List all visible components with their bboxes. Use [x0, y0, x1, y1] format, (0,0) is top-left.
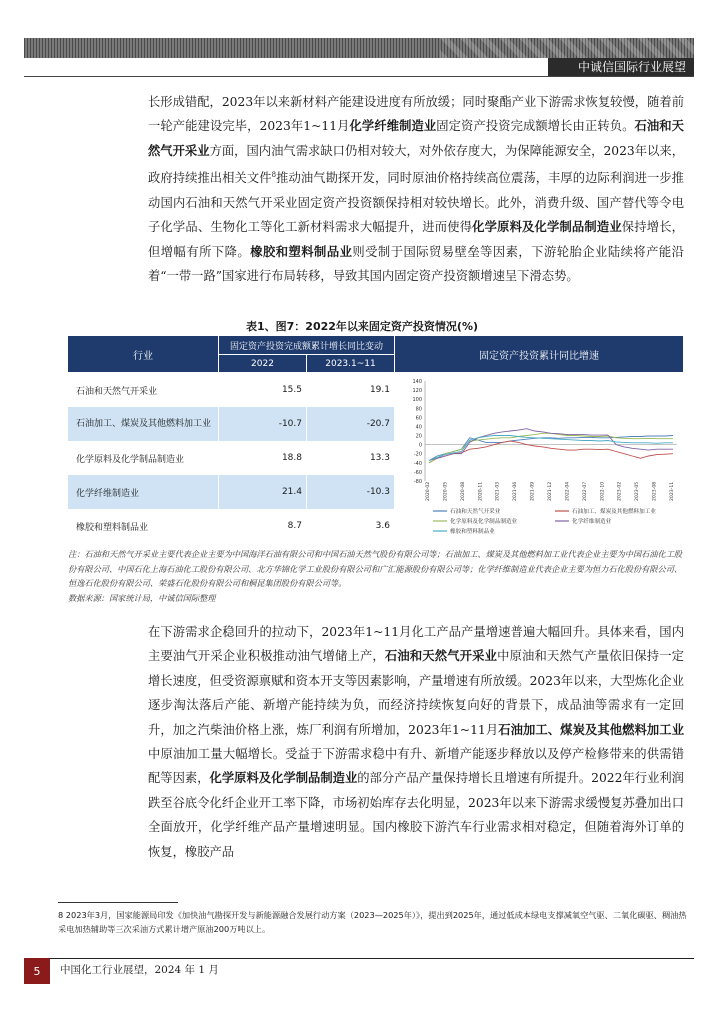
- paragraph-1: 长形成错配，2023年以来新材料产能建设进度有所放缓；同时聚酯产业下游需求恢复较慢，随着前一轮产能建设完毕，2023年1~11月化学纤维制造业固定资产投资完成额增长由正转负。石油和天然气开采业方面，国内油气需求缺口仍相对较大，对外依存度大，为保障能源安全，2023年以来，政府持续推出相关文件$^8$推动油气勘探开发，同时原油价格持续高位震荡，丰厚的边际利润进一步推动国内石油和天然气开采业固定资产投资额保持相对较快增长。此外，消费升级、国产替代等令电子化学品、生物化工等化工新材料需求大幅提升，进而使得化学原料及化学制品制造业保持增长，但增幅有所下降。橡胶和塑料制品业则受制于国际贸易壁垒等因素，下游轮胎企业陆续将产能沿着“一带一路”国家进行布局转移，导致其国内固定资产投资额增速呈下滑态势。: [148, 95, 684, 283]
- header-rule: [24, 76, 694, 77]
- x-tick-label: 2021-09: [530, 481, 536, 501]
- y-tick-label: 40: [415, 424, 422, 431]
- x-tick-label: 2022-04: [565, 481, 571, 501]
- row-label: 石油加工、煤炭及其他燃料加工业: [68, 407, 218, 441]
- row-label: 化学原料及化学制品制造业: [76, 454, 185, 465]
- footnote: [58, 908, 688, 936]
- line-chart: [395, 373, 683, 543]
- y-tick-label: -60: [413, 469, 422, 476]
- y-tick-label: 140: [412, 379, 422, 385]
- footnote-text: 8 2023年3月，国家能源局印发《加快油气勘探开发与新能源融合发展行动方案（2023—2025年）》，提出到2025年，通过低成本绿电支撑减氧空气驱、二氧化碳驱、稠油热采电加热辅助等三次采油方式累计增产原油200万吨以上。: [58, 910, 687, 934]
- x-tick-label: 2023-02: [617, 481, 623, 501]
- row-value-2023: -10.3: [307, 475, 394, 509]
- y-tick-label: -40: [413, 460, 422, 467]
- row-value-2022: 18.8: [281, 453, 302, 463]
- x-tick-label: 2023-05: [635, 481, 641, 501]
- header-pattern: [440, 38, 694, 58]
- footnote-rule: [58, 902, 178, 903]
- legend-label: 化学原料及化学制品制造业: [450, 519, 518, 525]
- header-industry: 行业: [68, 336, 218, 372]
- y-tick-label: -80: [413, 479, 422, 485]
- x-tick-label: 2020-11: [478, 481, 484, 501]
- footer-rule: [24, 958, 694, 959]
- bold-term: 石油和天然气开采业: [148, 119, 684, 158]
- paragraph-2: 在下游需求企稳回升的拉动下，2023年1~11月化工产品产量增速普遍大幅回升。具体来看，国内主要油气开采企业积极推动油气增储上产，石油和天然气开采业中原油和天然气产量依旧保持一定增长速度，但受资源禀赋和资本开支等因素影响，产量增速有所放缓。2023年以来，大型炼化企业逐步淘汰落后产能、新增产能持续为负，而经济持续恢复向好的背景下，成品油等需求有一定回升，加之汽柴油价格上涨，炼厂利润有所增加，2023年1~11月石油加工、煤炭及其他燃料加工业中原油加工量大幅增长。受益于下游需求稳中有升、新增产能逐步释放以及停产检修带来的供需错配等因素，化学原料及化学制品制造业的部分产品产量保持增长且增速有所提升。2022年行业利润跌至谷底令化纤企业开工率下降，市场初始库存去化明显，2023年以来下游需求缓慢复苏叠加出口全面放开，化学纤维产品产量增速明显。国内橡胶下游汽车行业需求相对稳定，但随着海外订单的恢复，橡胶产品: [148, 625, 684, 859]
- legend-label: 石油和天然气开采业: [450, 509, 501, 515]
- x-tick-label: 2020-08: [460, 481, 466, 501]
- x-tick-label: 2021-03: [495, 481, 501, 501]
- row-label: 橡胶和塑料制品业: [76, 522, 149, 533]
- x-tick-label: 2020-05: [443, 481, 449, 501]
- legend-label: 橡胶和塑料制品业: [450, 529, 495, 535]
- x-tick-label: 2023-11: [670, 481, 675, 501]
- row-value-2022: 8.7: [287, 521, 302, 531]
- row-value-2023: 3.6: [375, 521, 390, 531]
- header-group: 固定资产投资完成额累计增长同比变动: [219, 336, 394, 354]
- y-tick-label: 80: [415, 406, 422, 413]
- page-number: 5: [24, 958, 50, 984]
- header-col-2023: 2023.1~11: [307, 355, 394, 372]
- investment-table: [68, 336, 683, 544]
- bold-term: 化学原料及化学制品制造业: [209, 771, 358, 786]
- legend-label: 石油加工、煤炭及其他燃料加工业: [572, 509, 656, 515]
- row-label: 石油和天然气开采业: [76, 386, 158, 397]
- row-value-2023: 19.1: [369, 385, 390, 395]
- bold-term: 石油和天然气开采业: [384, 649, 498, 664]
- data-source: 数据来源：国家统计局，中诚信国际整理: [68, 592, 216, 603]
- table-title: 表1、图7：2022年以来固定资产投资情况(%): [246, 320, 478, 333]
- legend-label: 化学纤维制造业: [572, 519, 612, 525]
- x-tick-label: 2021-06: [513, 481, 519, 501]
- bold-term: 化学原料及化学制品制造业: [472, 220, 622, 235]
- y-tick-label: 60: [415, 415, 422, 422]
- row-label: 化学纤维制造业: [68, 475, 218, 509]
- row-value-2023: 13.3: [369, 453, 390, 463]
- footnote-ref: 8: [271, 171, 277, 180]
- row-value-2022: 21.4: [219, 475, 306, 509]
- x-tick-label: 2021-12: [548, 481, 553, 501]
- bold-term: 橡胶和塑料制品业: [250, 244, 353, 259]
- row-value-2022: -10.7: [219, 407, 306, 441]
- y-tick-label: 0: [418, 442, 422, 449]
- y-tick-label: -20: [413, 451, 422, 458]
- x-tick-label: 2022-10: [600, 481, 606, 501]
- note-text: 注：石油和天然气开采业主要代表企业主要为中国海洋石油有限公司和中国石油天然气股份有限公司等；石油加工、煤炭及其他燃料加工业代表企业主要为中国石油化工股份有限公司、中国石化上海石油化工股份有限公司、北方华锦化学工业股份有限公司和广汇能源股份有限公司等；化学纤维制造业代表企业主要为恒力石化股份有限公司、恒逸石化股份有限公司、荣盛石化股份有限公司和桐昆集团股份有限公司等。: [68, 549, 683, 589]
- bold-term: 石油加工、煤炭及其他燃料加工业: [498, 722, 684, 737]
- footer-text: 中国化工行业展望，2024 年 1 月: [60, 964, 219, 976]
- row-value-2023: -20.7: [307, 407, 394, 441]
- x-tick-label: 2022-07: [582, 481, 588, 501]
- bold-term: 化学纤维制造业: [349, 119, 437, 134]
- y-tick-label: 100: [412, 397, 422, 404]
- row-value-2022: 15.5: [281, 385, 302, 395]
- x-tick-label: 2023-08: [652, 481, 658, 501]
- header-title: 中诚信国际行业展望: [548, 58, 694, 77]
- header-chart: 固定资产投资累计同比增速: [395, 336, 683, 372]
- y-tick-label: 120: [412, 388, 422, 395]
- table-notes: [68, 547, 683, 605]
- header-col-2022: 2022: [219, 355, 306, 372]
- x-tick-label: 2020-02: [426, 481, 431, 501]
- y-tick-label: 20: [415, 433, 422, 440]
